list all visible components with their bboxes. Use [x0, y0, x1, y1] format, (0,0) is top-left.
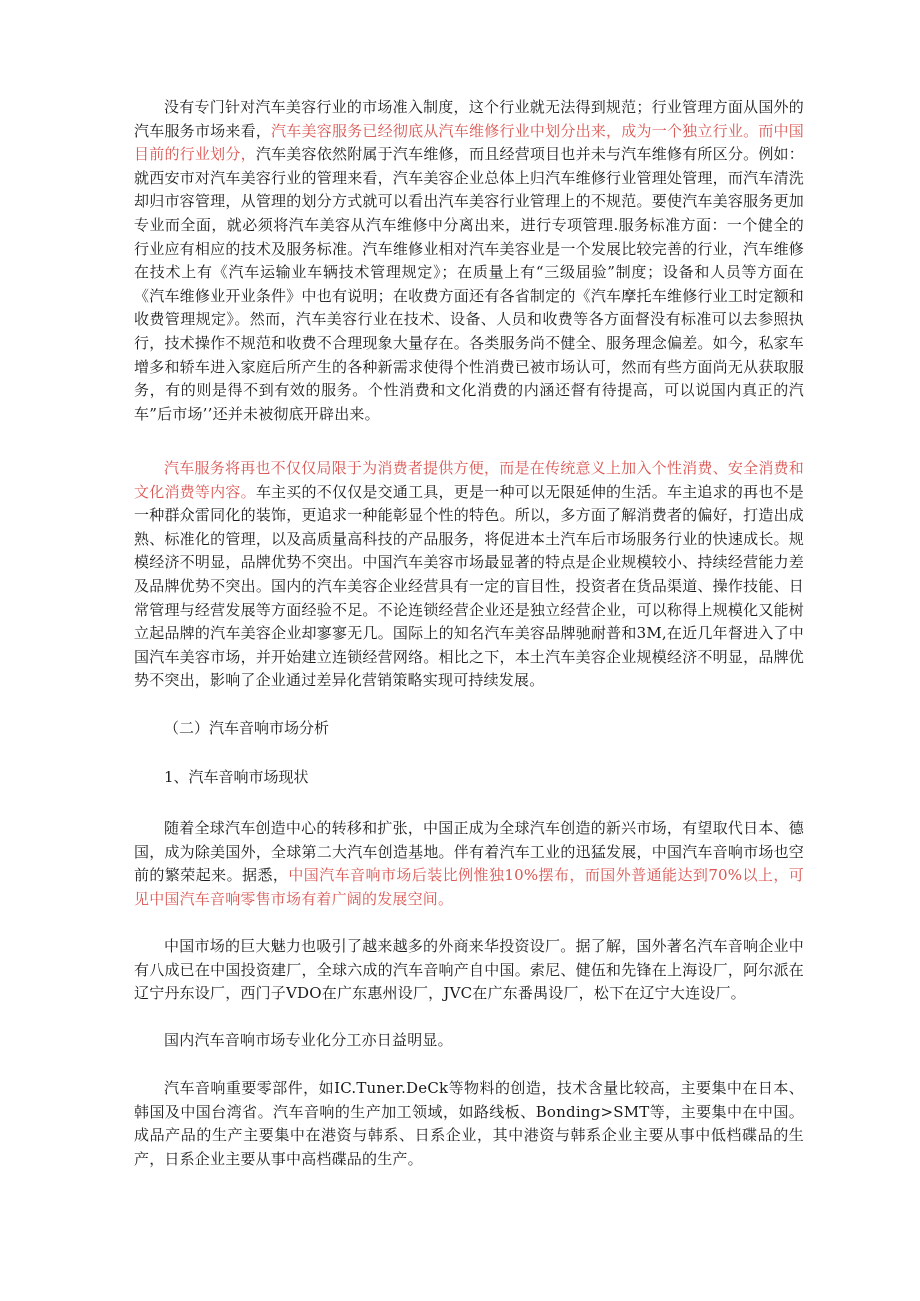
highlighted-text: 汽车服务将再也不仅仅局限于为消费者提供方便，而是在传统意义上加入个性消费、安全消费和文化消费等内容。	[134, 459, 804, 501]
text-segment: 车主买的不仅仅是交通工具，更是一种可以无限延伸的生活。车主追求的再也不是一种群众雷同化的装饰，更追求一种能彰显个性的特色。所以，多方面了解消费者的偏好，打造出成熟、标准化的管理，以及高质量高科技的产品服务，将促进本土汽车后市场服务行业的快速成长。规模经济不明显，品牌优势不突出。中国汽车美容市场最显著的特点是企业规模较小、持续经营能力差及品牌优势不突出。国内的汽车美容企业经营具有一定的盲目性，投资者在货品渠道、操作技能、日常管理与经营发展等方面经验不足。不论连锁经营企业还是独立经营企业，可以称得上规模化又能树立起品牌的汽车美容企业却寥寥无几。国际上的知名汽车美容品牌驰耐普和3M,在近几年督进入了中国汽车美容市场，并开始建立连锁经营网络。相比之下，本土汽车美容企业规模经济不明显，品牌优势不突出，影响了企业通过差异化营销策略实现可持续发展。	[134, 482, 804, 690]
text-segment: 随着全球汽车创造中心的转移和扩张，中国正成为全球汽车创造的新兴市场，有望取代日本、德国，成为除美国外，全球第二大汽车创造基地。伴有着汽车工业的迅猛发展，中国汽车音响市场也空前的繁荣起来。据悉，	[134, 819, 804, 885]
paragraph-foreign-investment: 中国市场的巨大魅力也吸引了越来越多的外商来华投资设厂。据了解，国外著名汽车音响企业中有八成已在中国投资建厂，全球六成的汽车音响产自中国。索尼、健伍和先锋在上海设厂，阿尔派在辽宁丹东设厂，西门子VDO在广东惠州设厂，JVC在广东番禺设厂，松下在辽宁大连设厂。	[134, 937, 804, 1003]
paragraph-components: 汽车音响重要零部件，如IC.Tuner.DeCk等物料的创造，技术含量比较高，主要集中在日本、韩国及中国台湾省。汽车音响的生产加工领域，如路线板、Bonding>SMT等，主要集中在中国。成品产品的生产主要集中在港资与韩系、日系企业，其中港资与韩系企业主要从事中低档碟品的生产，日系企业主要从事中高档碟品的生产。	[134, 1079, 804, 1168]
paragraph-audio-market-status	[134, 817, 804, 911]
text-segment: 没有专门针对汽车美容行业的市场准入制度，这个行业就无法得到规范；行业管理方面从国外的汽车服务市场来看，	[134, 98, 804, 140]
paragraph-specialization: 国内汽车音响市场专业化分工亦日益明显。	[164, 1031, 453, 1049]
highlighted-text: 汽车美容服务已经彻底从汽车维修行业中划分出来，成为一个独立行业。而中国目前的行业划分，	[134, 121, 804, 164]
paragraph-service-trend	[134, 457, 804, 693]
paragraph-industry-regulation	[134, 96, 804, 426]
section-heading: （二）汽车音响市场分析	[164, 719, 330, 737]
subsection-heading: 1、汽车音响市场现状	[164, 768, 309, 786]
text-segment: 汽车美容依然附属于汽车维修，而且经营项目也并未与汽车维修有所区分。例如：就西安市对汽车美容行业的管理来看，汽车美容企业总体上归汽车维修行业管理处管理，而汽车清洗却归市容管理，从管理的划分方式就可以看出汽车美容行业管理上的不规范。要使汽车美容服务更加专业而全面，就必须将汽车美容从汽车维修中分离出来，进行专项管理.服务标准方面：一个健全的行业应有相应的技术及服务标准。汽车维修业相对汽车美容业是一个发展比较完善的行业，汽车维修在技术上有《汽车运输业车辆技术管理规定》；在质量上有“三级届验”制度；设备和人员等方面在《汽车维修业开业条件》中也有说明；在收费方面还有各省制定的《汽车摩托车维修行业工时定额和收费管理规定》。然而，汽车美容行业在技术、设备、人员和收费等各方面督没有标准可以去参照执行，技术操作不规范和收费不合理现象大量存在。各类服务尚不健全、服务理念偏差。如今，私家车增多和轿车进入家庭后所产生的各种新需求使得个性消费已被市场认可，然而有些方面尚无从获取服务，有的则是得不到有效的服务。个性消费和文化消费的内涵还督有待提高，可以说国内真正的汽车”后市场’’还并未被彻底开辟出来。	[134, 145, 804, 423]
highlighted-text: 中国汽车音响市场后装比例惟独10%摆布，而国外普通能达到70%以上，可见中国汽车音响零售市场有着广阔的发展空间。	[134, 866, 804, 908]
